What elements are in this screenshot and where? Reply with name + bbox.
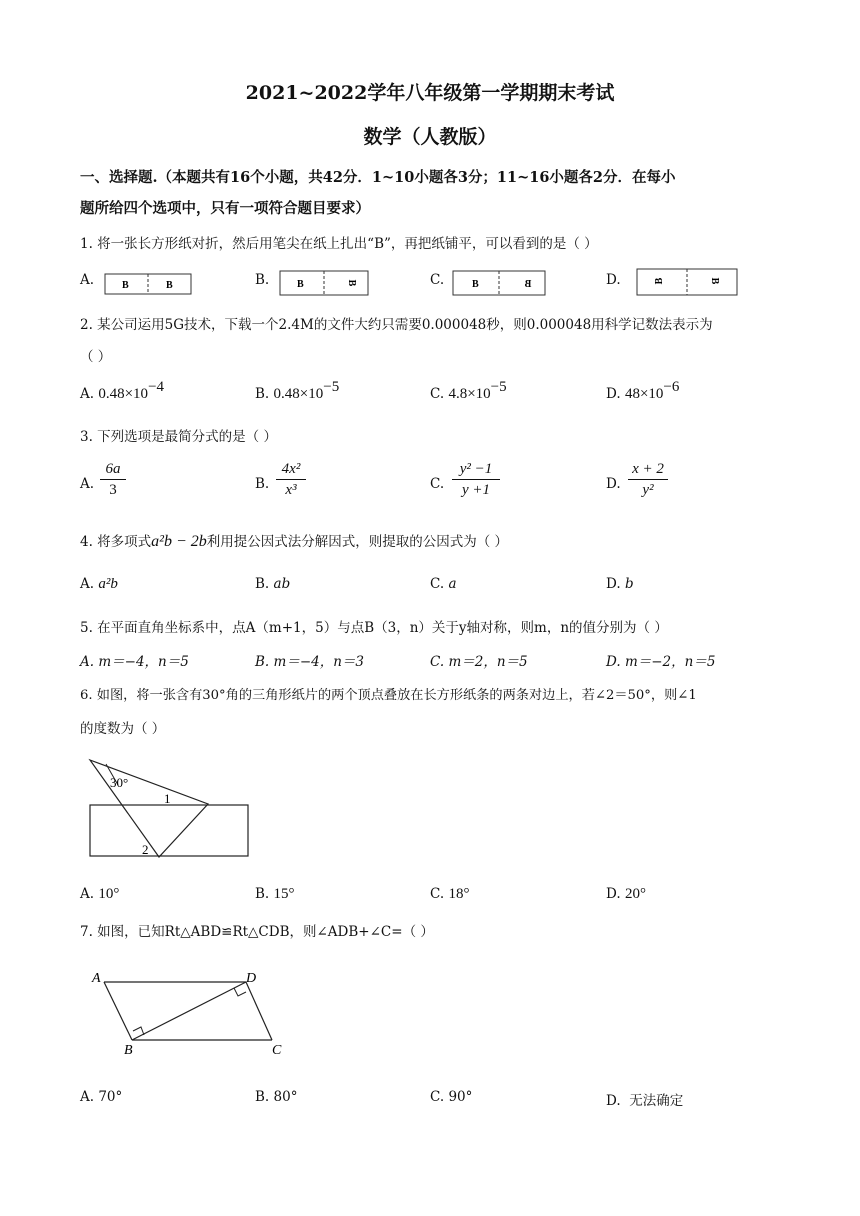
q3-option-b-fraction: 4x² x³ — [276, 460, 306, 499]
q7-option-d: D. 无法确定 — [606, 1093, 684, 1109]
question-2-stem: 2. 某公司运用5G技术，下载一个2.4M的文件大约只需要0.000048秒，则0.000048用科学记数法表示为 — [80, 317, 713, 333]
q4-option-d: D. b — [606, 576, 634, 592]
q4-option-c: C. a — [430, 576, 457, 592]
q1-c-letter-right: B — [524, 279, 532, 290]
q6-label-1: 1 — [164, 791, 171, 806]
q1-option-c-label: C. — [430, 272, 445, 288]
q1-d-letter-right: B — [709, 277, 720, 285]
q1-option-c-figure — [452, 269, 548, 297]
q5-option-a: A. m＝−4，n＝5 — [80, 654, 189, 670]
q7-right-angle-b — [133, 1027, 144, 1035]
q7-right-angle-d — [234, 988, 246, 996]
q4-option-a: A. a²b — [80, 576, 118, 592]
q7-figure — [86, 962, 292, 1058]
question-4-stem: 4. 将多项式a²b − 2b利用提公因式法分解因式，则提取的公因式为（ ） — [80, 533, 509, 550]
question-3-stem: 3. 下列选项是最简分式的是（ ） — [80, 429, 277, 445]
q3-option-c-fraction: y² −1 y +1 — [452, 460, 500, 499]
section-heading-line1: 一、选择题.（本题共有16个小题，共42分．1~10小题各3分；11~16小题各2分．在每小 — [80, 169, 676, 186]
q3-option-b-label: B. — [255, 476, 270, 492]
q1-c-letter-left: B — [472, 279, 479, 290]
q2-option-d: D. $48\times 10^{-6}$ — [606, 379, 680, 402]
q7-label-a: A — [92, 971, 101, 986]
q6-option-a: A. 10° — [80, 886, 120, 902]
q2-option-b: B. $0.48\times 10^{-5}$ — [255, 379, 340, 402]
q1-option-b-label: B. — [255, 272, 270, 288]
q5-option-d: D. m＝−2，n＝5 — [606, 654, 716, 670]
q6-label-2: 2 — [142, 842, 149, 857]
q3-option-a-label: A. — [80, 476, 95, 492]
q6-triangle — [90, 760, 208, 857]
section-heading-line2: 题所给四个选项中，只有一项符合题目要求） — [80, 200, 370, 217]
q1-option-a-figure — [104, 272, 194, 296]
q6-figure — [84, 755, 256, 863]
q6-option-d: D. 20° — [606, 886, 646, 902]
exam-subtitle: 数学（人教版） — [363, 126, 497, 148]
q1-option-d-figure — [636, 267, 740, 297]
q2-option-a: A. $0.48\times 10^{-4}$ — [80, 379, 165, 402]
q4-option-b: B. ab — [255, 576, 291, 592]
exam-title: 2021~2022学年八年级第一学期期末考试 — [245, 82, 615, 104]
question-6-stem: 6. 如图，将一张含有30°角的三角形纸片的两个顶点叠放在长方形纸条的两条对边上，若∠2＝50°，则∠1 — [80, 688, 697, 703]
q3-option-d-fraction: x + 2 y² — [628, 460, 668, 499]
q3-option-a-fraction: 6a 3 — [100, 460, 126, 499]
q1-option-a-label: A. — [80, 272, 95, 288]
q6-label-30: 30° — [110, 775, 129, 790]
q3-option-c-label: C. — [430, 476, 445, 492]
q7-label-b: B — [124, 1043, 133, 1058]
q7-option-c: C. 90° — [430, 1089, 473, 1105]
q5-option-c: C. m＝2，n＝5 — [430, 654, 528, 670]
q1-b-letter-right: B — [346, 279, 357, 287]
q3-option-d-label: D. — [606, 476, 621, 492]
q7-option-a: A. 70° — [80, 1089, 123, 1105]
q1-option-d-label: D. — [606, 272, 621, 288]
question-1-stem: 1. 将一张长方形纸对折，然后用笔尖在纸上扎出“B”，再把纸铺平，可以看到的是（ ） — [80, 236, 598, 252]
question-2-stem-cont: （ ） — [80, 349, 112, 365]
q1-option-b-figure — [279, 269, 371, 297]
q5-option-b: B. m＝−4，n＝3 — [255, 654, 365, 670]
q2-option-c: C. $4.8\times 10^{-5}$ — [430, 379, 507, 402]
q7-label-c: C — [272, 1043, 282, 1058]
question-7-stem: 7. 如图，已知Rt△ABD≌Rt△CDB，则∠ADB+∠C=（ ） — [80, 924, 434, 940]
q6-rectangle-strip — [90, 805, 248, 856]
q1-a-letter-right: B — [166, 280, 173, 291]
q6-option-c: C. 18° — [430, 886, 470, 902]
q1-b-letter-left: B — [297, 279, 304, 290]
q6-option-b: B. 15° — [255, 886, 295, 902]
question-6-stem-cont: 的度数为（ ） — [80, 721, 166, 737]
q7-label-d: D — [246, 971, 257, 986]
q1-a-letter-left: B — [122, 280, 129, 291]
q1-d-letter-left: B — [654, 277, 665, 285]
q7-option-b: B. 80° — [255, 1089, 298, 1105]
question-5-stem: 5. 在平面直角坐标系中，点A（m+1，5）与点B（3，n）关于y轴对称，则m，n的值分别为（ ） — [80, 620, 668, 636]
